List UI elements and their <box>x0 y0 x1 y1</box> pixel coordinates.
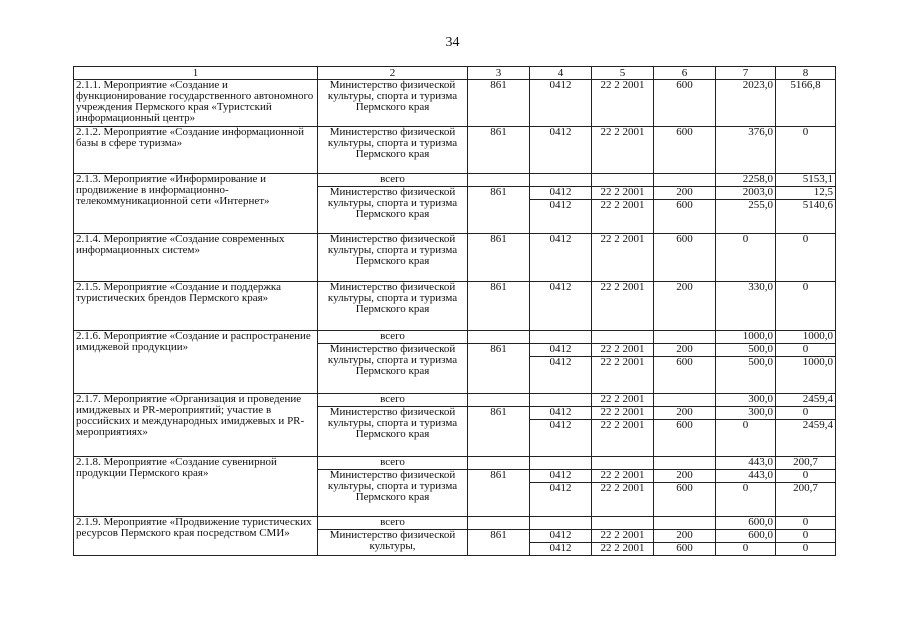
empty-cell <box>468 331 530 344</box>
amount-cell: 0 <box>776 282 836 331</box>
empty-cell <box>468 174 530 187</box>
table-row <box>74 127 836 174</box>
section-cell: 0412 <box>530 543 592 556</box>
table-row <box>74 331 836 344</box>
target-cell: 22 2 2001 <box>592 344 654 357</box>
executor-cell: Министерство физической культуры, спорта и туризма Пермского края <box>318 407 468 457</box>
measure-name: 2.1.3. Мероприятие «Информирование и продвижение в информационно-телекоммуникационной сети «Интернет» <box>74 174 318 234</box>
measure-name: 2.1.6. Мероприятие «Создание и распространение имиджевой продукции» <box>74 331 318 394</box>
type-cell: 600 <box>654 357 716 394</box>
type-cell: 600 <box>654 80 716 127</box>
amount-cell: 0 <box>776 543 836 556</box>
target-cell: 22 2 2001 <box>592 470 654 483</box>
code-cell: 861 <box>468 282 530 331</box>
amount-cell: 500,0 <box>716 344 776 357</box>
type-cell: 600 <box>654 543 716 556</box>
amount-cell: 200,7 <box>776 457 836 470</box>
header-cell: 3 <box>468 67 530 80</box>
empty-cell <box>592 174 654 187</box>
amount-cell: 600,0 <box>716 517 776 530</box>
header-cell: 1 <box>74 67 318 80</box>
amount-cell: 0 <box>776 407 836 420</box>
header-cell: 8 <box>776 67 836 80</box>
empty-cell <box>530 457 592 470</box>
amount-cell: 0 <box>716 483 776 517</box>
type-cell: 600 <box>654 127 716 174</box>
empty-cell <box>530 331 592 344</box>
target-cell: 22 2 2001 <box>592 357 654 394</box>
table-row <box>74 234 836 282</box>
code-cell: 861 <box>468 470 530 517</box>
amount-cell: 0 <box>716 420 776 457</box>
amount-cell: 2459,4 <box>776 420 836 457</box>
target-cell: 22 2 2001 <box>592 394 654 407</box>
amount-cell: 2258,0 <box>716 174 776 187</box>
section-cell: 0412 <box>530 470 592 483</box>
amount-cell: 0 <box>716 234 776 282</box>
total-label: всего <box>318 517 468 530</box>
section-cell: 0412 <box>530 282 592 331</box>
amount-cell: 0 <box>776 234 836 282</box>
total-label: всего <box>318 331 468 344</box>
type-cell: 200 <box>654 187 716 200</box>
empty-cell <box>592 331 654 344</box>
empty-cell <box>654 394 716 407</box>
header-cell: 2 <box>318 67 468 80</box>
type-cell: 200 <box>654 530 716 543</box>
section-cell: 0412 <box>530 483 592 517</box>
amount-cell: 200,7 <box>776 483 836 517</box>
measure-name: 2.1.5. Мероприятие «Создание и поддержка туристических брендов Пермского края» <box>74 282 318 331</box>
section-cell: 0412 <box>530 344 592 357</box>
amount-cell: 500,0 <box>716 357 776 394</box>
empty-cell <box>592 457 654 470</box>
empty-cell <box>654 457 716 470</box>
amount-cell: 1000,0 <box>776 357 836 394</box>
target-cell: 22 2 2001 <box>592 200 654 234</box>
section-cell: 0412 <box>530 407 592 420</box>
code-cell: 861 <box>468 530 530 556</box>
table-row <box>74 80 836 127</box>
header-row <box>74 67 836 80</box>
section-cell: 0412 <box>530 357 592 394</box>
header-cell: 7 <box>716 67 776 80</box>
executor-cell: Министерство физической культуры, спорта и туризма Пермского края <box>318 234 468 282</box>
empty-cell <box>468 517 530 530</box>
code-cell: 861 <box>468 234 530 282</box>
measure-name: 2.1.1. Мероприятие «Создание и функционирование государственного автономного учреждения Пермского края «Туристский информационный центр» <box>74 80 318 127</box>
amount-cell: 300,0 <box>716 394 776 407</box>
amount-cell: 443,0 <box>716 470 776 483</box>
target-cell: 22 2 2001 <box>592 187 654 200</box>
amount-cell: 0 <box>776 470 836 483</box>
measure-name: 2.1.9. Мероприятие «Продвижение туристических ресурсов Пермского края посредством СМИ» <box>74 517 318 556</box>
section-cell: 0412 <box>530 80 592 127</box>
empty-cell <box>530 174 592 187</box>
empty-cell <box>468 394 530 407</box>
amount-cell: 0 <box>776 127 836 174</box>
table-row <box>74 517 836 530</box>
amount-cell: 300,0 <box>716 407 776 420</box>
header-cell: 5 <box>592 67 654 80</box>
target-cell: 22 2 2001 <box>592 483 654 517</box>
type-cell: 600 <box>654 234 716 282</box>
target-cell: 22 2 2001 <box>592 543 654 556</box>
code-cell: 861 <box>468 80 530 127</box>
empty-cell <box>530 394 592 407</box>
empty-cell <box>530 517 592 530</box>
amount-cell: 255,0 <box>716 200 776 234</box>
empty-cell <box>592 517 654 530</box>
target-cell: 22 2 2001 <box>592 234 654 282</box>
executor-cell: Министерство физической культуры, спорта и туризма Пермского края <box>318 344 468 394</box>
measure-name: 2.1.4. Мероприятие «Создание современных информационных систем» <box>74 234 318 282</box>
amount-cell: 12,5 <box>776 187 836 200</box>
executor-cell: Министерство физической культуры, спорта и туризма Пермского края <box>318 470 468 517</box>
amount-cell: 600,0 <box>716 530 776 543</box>
target-cell: 22 2 2001 <box>592 282 654 331</box>
target-cell: 22 2 2001 <box>592 127 654 174</box>
table-row <box>74 174 836 187</box>
measure-name: 2.1.8. Мероприятие «Создание сувенирной продукции Пермского края» <box>74 457 318 517</box>
amount-cell: 443,0 <box>716 457 776 470</box>
total-label: всего <box>318 174 468 187</box>
table-row <box>74 457 836 470</box>
page-number: 34 <box>445 35 460 50</box>
measure-name: 2.1.7. Мероприятие «Организация и проведение имиджевых и PR-мероприятий; участие в российских и международных имиджевых и PR-мероприятиях» <box>74 394 318 457</box>
executor-cell: Министерство физической культуры, спорта и туризма Пермского края <box>318 80 468 127</box>
type-cell: 200 <box>654 470 716 483</box>
section-cell: 0412 <box>530 530 592 543</box>
executor-cell: Министерство физической культуры, <box>318 530 468 556</box>
section-cell: 0412 <box>530 234 592 282</box>
code-cell: 861 <box>468 187 530 234</box>
type-cell: 200 <box>654 344 716 357</box>
target-cell: 22 2 2001 <box>592 407 654 420</box>
amount-cell: 0 <box>716 543 776 556</box>
amount-cell: 376,0 <box>716 127 776 174</box>
total-label: всего <box>318 394 468 407</box>
executor-cell: Министерство физической культуры, спорта и туризма Пермского края <box>318 282 468 331</box>
empty-cell <box>654 174 716 187</box>
amount-cell: 2003,0 <box>716 187 776 200</box>
amount-cell: 5166,8 <box>776 80 836 127</box>
code-cell: 861 <box>468 407 530 457</box>
amount-cell: 0 <box>776 517 836 530</box>
section-cell: 0412 <box>530 127 592 174</box>
amount-cell: 1000,0 <box>776 331 836 344</box>
header-cell: 6 <box>654 67 716 80</box>
amount-cell: 1000,0 <box>716 331 776 344</box>
amount-cell: 5140,6 <box>776 200 836 234</box>
total-label: всего <box>318 457 468 470</box>
empty-cell <box>654 517 716 530</box>
executor-cell: Министерство физической культуры, спорта и туризма Пермского края <box>318 187 468 234</box>
type-cell: 200 <box>654 282 716 331</box>
section-cell: 0412 <box>530 187 592 200</box>
table-row <box>74 282 836 331</box>
code-cell: 861 <box>468 344 530 394</box>
empty-cell <box>468 457 530 470</box>
type-cell: 600 <box>654 200 716 234</box>
amount-cell: 2023,0 <box>716 80 776 127</box>
target-cell: 22 2 2001 <box>592 420 654 457</box>
amount-cell: 0 <box>776 530 836 543</box>
section-cell: 0412 <box>530 200 592 234</box>
table-row <box>74 394 836 407</box>
amount-cell: 2459,4 <box>776 394 836 407</box>
measure-name: 2.1.2. Мероприятие «Создание информационной базы в сфере туризма» <box>74 127 318 174</box>
type-cell: 600 <box>654 483 716 517</box>
empty-cell <box>654 331 716 344</box>
amount-cell: 5153,1 <box>776 174 836 187</box>
code-cell: 861 <box>468 127 530 174</box>
type-cell: 200 <box>654 407 716 420</box>
amount-cell: 330,0 <box>716 282 776 331</box>
budget-table <box>73 66 836 556</box>
section-cell: 0412 <box>530 420 592 457</box>
amount-cell: 0 <box>776 344 836 357</box>
target-cell: 22 2 2001 <box>592 530 654 543</box>
header-cell: 4 <box>530 67 592 80</box>
target-cell: 22 2 2001 <box>592 80 654 127</box>
type-cell: 600 <box>654 420 716 457</box>
executor-cell: Министерство физической культуры, спорта и туризма Пермского края <box>318 127 468 174</box>
